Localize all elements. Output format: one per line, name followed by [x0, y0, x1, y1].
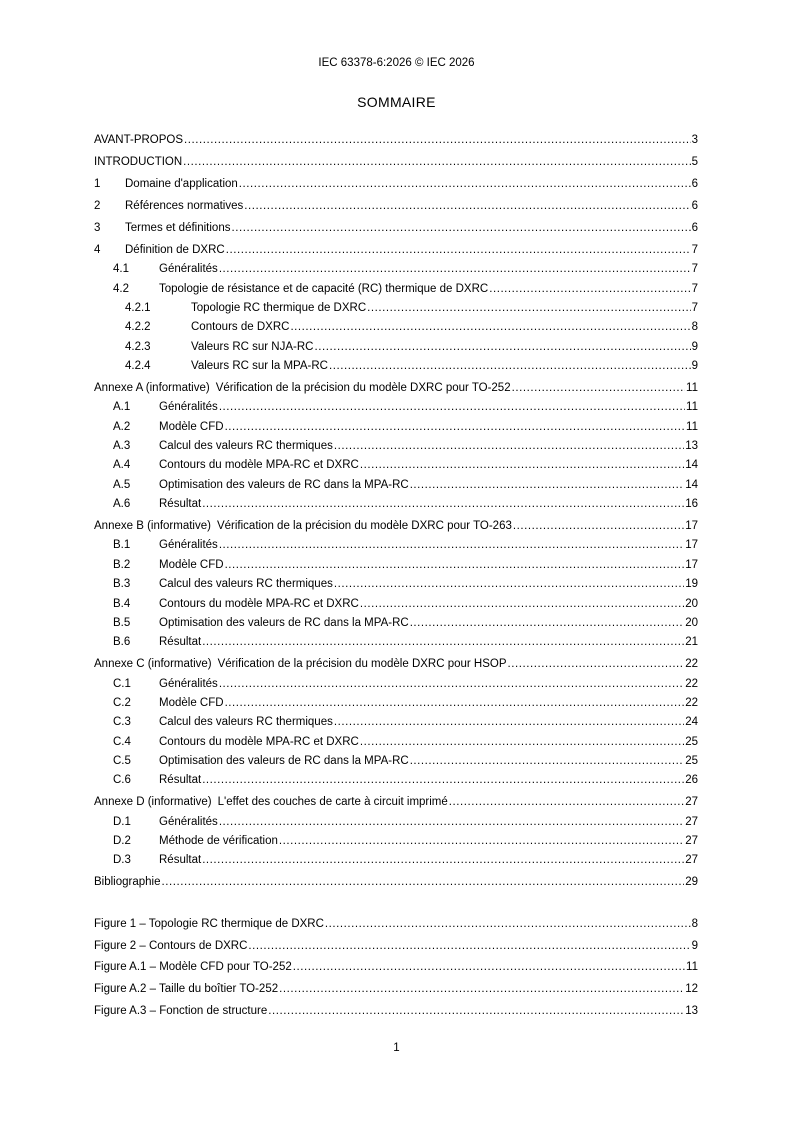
toc-entry-page: 17 [685, 539, 698, 552]
page-title: SOMMAIRE [357, 94, 436, 110]
toc-leader-dots [314, 340, 690, 354]
toc-entry[interactable] [94, 354, 698, 373]
toc-entry-number: A.5 [113, 478, 131, 491]
toc-entry-title: Généralités [159, 263, 218, 276]
toc-entry-page: 22 [685, 696, 698, 709]
toc-leader-dots [202, 853, 684, 867]
toc-entry-page: 7 [691, 282, 698, 295]
toc-leader-dots [279, 982, 684, 996]
toc-entry-title: Topologie de résistance et de capacité (RC) thermique de DXRC [159, 282, 489, 295]
toc-entry-number: 3 [94, 222, 101, 234]
toc-entry-page: 9 [691, 360, 698, 373]
toc-entry-title: Modèle CFD [159, 558, 224, 571]
toc-entry-page: 14 [685, 459, 698, 472]
toc-entry[interactable] [94, 848, 698, 867]
toc-entry[interactable] [94, 768, 698, 787]
toc-entry[interactable] [94, 334, 698, 353]
toc-entry[interactable] [94, 191, 698, 213]
toc-entry-page: 21 [685, 636, 698, 649]
toc-entry-title: Topologie RC thermique de DXRC [191, 302, 367, 315]
toc-entry-page: 27 [685, 854, 698, 867]
toc-entry-title: Contours du modèle MPA-RC et DXRC [159, 597, 359, 610]
toc-entry-number: D.3 [113, 854, 131, 867]
toc-entry-number: A.4 [113, 459, 131, 472]
toc-leader-dots [334, 715, 684, 729]
toc-entry-title: Généralités [159, 815, 218, 828]
figure-entry-page: 8 [691, 917, 698, 930]
figure-entry[interactable] [94, 953, 698, 975]
toc-leader-dots [367, 301, 690, 315]
toc-leader-dots [290, 320, 690, 334]
toc-entry-number: 4 [94, 244, 101, 256]
figure-entry-title: Figure 2 – Contours de DXRC [94, 939, 248, 952]
toc-leader-dots [508, 657, 685, 671]
toc-entry-number: D.2 [113, 834, 131, 847]
toc-entry-title: Contours de DXRC [191, 321, 290, 334]
toc-leader-dots [268, 1004, 684, 1018]
toc-entry[interactable] [94, 611, 698, 630]
toc-leader-dots [162, 875, 685, 889]
list-of-figures [94, 909, 698, 1018]
toc-entry[interactable] [94, 649, 698, 671]
toc-entry-page: 27 [685, 796, 698, 809]
toc-entry-number: 4.2.1 [125, 302, 151, 315]
toc-entry[interactable] [94, 414, 698, 433]
toc-entry-page: 8 [691, 321, 698, 334]
toc-entry-title: Contours du modèle MPA-RC et DXRC [159, 459, 359, 472]
toc-entry-page: 19 [685, 578, 698, 591]
toc-entry[interactable] [94, 213, 698, 235]
toc-entry-number: C.5 [113, 754, 131, 767]
toc-entry-title: Méthode de vérification [159, 834, 278, 847]
toc-entry-page: 29 [685, 876, 698, 889]
toc-entry-title: Généralités [159, 401, 218, 414]
toc-entry-number: C.6 [113, 774, 131, 787]
toc-entry-number: C.4 [113, 735, 131, 748]
toc-leader-dots [360, 735, 684, 749]
toc-entry[interactable] [94, 147, 698, 169]
figure-entry-title: Figure A.1 – Modèle CFD pour TO-252 [94, 961, 292, 974]
toc-entry-page: 11 [686, 382, 698, 395]
toc-leader-dots [360, 597, 684, 611]
toc-leader-dots [410, 754, 685, 768]
toc-entry-title: Calcul des valeurs RC thermiques [159, 716, 333, 729]
toc-entry-page: 13 [685, 440, 698, 453]
toc-entry-page: 17 [685, 558, 698, 571]
toc-entry-number: 4.2.3 [125, 340, 151, 353]
toc-entry-title: Vérification de la précision du modèle DXRC pour HSOP [217, 658, 507, 671]
toc-leader-dots [239, 177, 691, 191]
toc-leader-dots [183, 155, 690, 169]
toc-leader-dots [512, 381, 685, 395]
toc-leader-dots [325, 917, 691, 931]
toc-entry-title: L'effet des couches de carte à circuit imprimé [217, 796, 448, 809]
toc-entry-title: Références normatives [125, 200, 244, 212]
figure-entry-page: 13 [685, 1004, 698, 1017]
toc-entry-title: Calcul des valeurs RC thermiques [159, 578, 333, 591]
toc-entry-title: Domaine d'application [125, 178, 238, 190]
toc-entry-title: Valeurs RC sur NJA-RC [191, 340, 314, 353]
figure-entry-title: Figure A.3 – Fonction de structure [94, 1004, 268, 1017]
toc-entry-page: 9 [691, 340, 698, 353]
toc-entry-number: B.4 [113, 597, 131, 610]
toc-entry-title: Optimisation des valeurs de RC dans la MPA-RC [159, 616, 409, 629]
toc-leader-dots [219, 400, 685, 414]
toc-leader-dots [410, 478, 685, 492]
toc-entry-title: Généralités [159, 539, 218, 552]
page-header: IEC 63378-6:2026 © IEC 2026 [318, 57, 475, 69]
toc-entry-page: 20 [685, 616, 698, 629]
toc-entry-title: Résultat [159, 774, 202, 787]
toc-leader-dots [202, 773, 684, 787]
toc-leader-dots [219, 815, 684, 829]
toc-entry[interactable] [94, 591, 698, 610]
toc-leader-dots [219, 538, 684, 552]
toc-entry-title: Résultat [159, 636, 202, 649]
toc-entry[interactable] [94, 729, 698, 748]
toc-leader-dots [449, 795, 684, 809]
toc-entry-title: Calcul des valeurs RC thermiques [159, 440, 333, 453]
toc-entry[interactable] [94, 492, 698, 511]
toc-entry-page: 7 [691, 302, 698, 315]
toc-entry-page: 6 [691, 222, 698, 234]
toc-leader-dots [202, 497, 684, 511]
toc-entry[interactable] [94, 552, 698, 571]
toc-leader-dots [184, 133, 691, 147]
toc-entry[interactable] [94, 671, 698, 690]
figure-entry-page: 11 [686, 961, 698, 974]
toc-entry-number: Annexe C (informative) [94, 658, 212, 671]
toc-entry[interactable] [94, 257, 698, 276]
toc-entry-title: Optimisation des valeurs de RC dans la MPA-RC [159, 478, 409, 491]
toc-entry-number: B.1 [113, 539, 131, 552]
toc-entry-title: INTRODUCTION [94, 156, 183, 168]
toc-entry-page: 24 [685, 716, 698, 729]
toc-entry-title: Vérification de la précision du modèle DXRC pour TO-252 [215, 382, 511, 395]
toc-leader-dots [225, 420, 685, 434]
toc-entry[interactable] [94, 511, 698, 533]
toc-leader-dots [513, 519, 684, 533]
toc-entry-title: Termes et définitions [125, 222, 231, 234]
toc-entry-number: A.6 [113, 498, 131, 511]
toc-entry-number: A.2 [113, 420, 131, 433]
toc-entry[interactable] [94, 809, 698, 828]
toc-leader-dots [410, 616, 685, 630]
toc-entry-title: Optimisation des valeurs de RC dans la MPA-RC [159, 754, 409, 767]
figure-entry-title: Figure 1 – Topologie RC thermique de DXRC [94, 917, 324, 930]
toc-entry-page: 6 [691, 178, 698, 190]
toc-entry-number: C.2 [113, 696, 131, 709]
toc-entry[interactable] [94, 235, 698, 257]
toc-entry-page: 20 [685, 597, 698, 610]
toc-leader-dots [219, 677, 684, 691]
toc-entry[interactable] [94, 829, 698, 848]
toc-leader-dots [225, 558, 685, 572]
toc-entry[interactable] [94, 867, 698, 889]
toc-entry[interactable] [94, 453, 698, 472]
toc-leader-dots [225, 696, 685, 710]
toc-entry-number: D.1 [113, 815, 131, 828]
figure-entry[interactable] [94, 909, 698, 931]
figure-entry[interactable] [94, 996, 698, 1018]
toc-leader-dots [329, 359, 691, 373]
toc-leader-dots [334, 577, 684, 591]
toc-entry-page: 7 [691, 263, 698, 276]
toc-entry[interactable] [94, 572, 698, 591]
toc-entry[interactable] [94, 315, 698, 334]
toc-entry-number: Annexe B (informative) [94, 520, 211, 533]
figure-entry[interactable] [94, 974, 698, 996]
toc-leader-dots [244, 199, 690, 213]
toc-entry-title: AVANT-PROPOS [94, 134, 184, 146]
toc-leader-dots [279, 834, 684, 848]
toc-entry-title: Résultat [159, 498, 202, 511]
toc-entry-page: 16 [685, 498, 698, 511]
figure-entry-title: Figure A.2 – Taille du boîtier TO-252 [94, 983, 279, 996]
toc-entry-number: 4.2.2 [125, 321, 151, 334]
toc-entry-number: 4.1 [113, 263, 129, 276]
toc-entry[interactable] [94, 691, 698, 710]
toc-entry-number: B.3 [113, 578, 131, 591]
toc-entry[interactable] [94, 787, 698, 809]
toc-entry[interactable] [94, 373, 698, 395]
table-of-contents [94, 125, 698, 889]
toc-entry-number: A.3 [113, 440, 131, 453]
toc-entry-page: 25 [685, 735, 698, 748]
toc-entry-title: Résultat [159, 854, 202, 867]
toc-entry-title: Vérification de la précision du modèle DXRC pour TO-263 [216, 520, 512, 533]
toc-leader-dots [226, 243, 691, 257]
toc-entry[interactable] [94, 395, 698, 414]
toc-entry[interactable] [94, 296, 698, 315]
toc-entry-title: Bibliographie [94, 876, 161, 889]
toc-entry-page: 26 [685, 774, 698, 787]
page-number: 1 [393, 1042, 400, 1054]
toc-entry-page: 27 [685, 815, 698, 828]
toc-entry-title: Valeurs RC sur la MPA-RC [191, 360, 328, 373]
toc-leader-dots [489, 282, 690, 296]
toc-leader-dots [231, 221, 690, 235]
toc-entry-page: 6 [691, 200, 698, 212]
figure-entry-page: 9 [691, 939, 698, 952]
toc-entry-page: 17 [685, 520, 698, 533]
toc-entry-page: 22 [685, 677, 698, 690]
toc-entry-number: 2 [94, 200, 101, 212]
toc-entry-page: 3 [691, 134, 698, 146]
toc-leader-dots [202, 635, 684, 649]
toc-entry-page: 5 [691, 156, 698, 168]
toc-entry-number: Annexe A (informative) [94, 382, 210, 395]
figure-entry[interactable] [94, 931, 698, 953]
toc-entry-page: 11 [686, 401, 698, 414]
toc-entry-title: Modèle CFD [159, 420, 224, 433]
toc-entry[interactable] [94, 710, 698, 729]
toc-entry[interactable] [94, 276, 698, 295]
toc-entry-number: A.1 [113, 401, 131, 414]
toc-entry-title: Définition de DXRC [125, 244, 225, 256]
toc-entry-page: 22 [685, 658, 698, 671]
toc-leader-dots [334, 439, 684, 453]
toc-entry-page: 11 [686, 420, 698, 433]
toc-entry-number: B.2 [113, 558, 131, 571]
toc-entry-title: Modèle CFD [159, 696, 224, 709]
toc-entry-title: Contours du modèle MPA-RC et DXRC [159, 735, 359, 748]
toc-entry[interactable] [94, 472, 698, 491]
toc-entry-number: C.3 [113, 716, 131, 729]
toc-entry-number: B.5 [113, 616, 131, 629]
toc-entry[interactable] [94, 169, 698, 191]
toc-entry-number: 4.2.4 [125, 360, 151, 373]
toc-entry-number: 4.2 [113, 282, 129, 295]
toc-leader-dots [248, 939, 690, 953]
toc-entry[interactable] [94, 434, 698, 453]
toc-entry-title: Généralités [159, 677, 218, 690]
toc-leader-dots [293, 960, 685, 974]
toc-entry-page: 25 [685, 754, 698, 767]
toc-entry-page: 14 [685, 478, 698, 491]
toc-entry[interactable] [94, 125, 698, 147]
toc-leader-dots [360, 458, 684, 472]
toc-leader-dots [219, 262, 691, 276]
toc-entry-page: 7 [691, 244, 698, 256]
figure-entry-page: 12 [685, 983, 698, 996]
toc-entry[interactable] [94, 630, 698, 649]
toc-entry-number: Annexe D (informative) [94, 796, 212, 809]
toc-entry[interactable] [94, 533, 698, 552]
toc-entry-number: 1 [94, 178, 101, 190]
toc-entry[interactable] [94, 749, 698, 768]
toc-entry-number: B.6 [113, 636, 131, 649]
toc-entry-number: C.1 [113, 677, 131, 690]
toc-entry-page: 27 [685, 834, 698, 847]
